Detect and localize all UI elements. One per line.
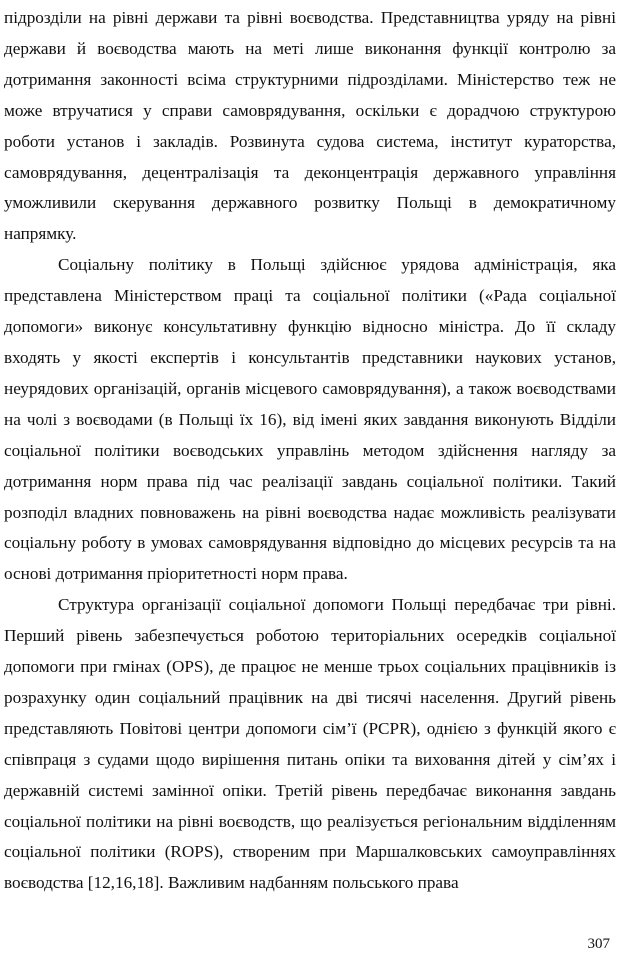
paragraph-assistance-structure: Структура організації соціальної допомоги Польщі передбачає три рівні. Перший рівень забезпечується роботою територіальних осередків соціальної допомоги при гмінах (OPS), де працює не менше трьох соціальних працівників із розрахунку один соціальний працівник на дві тисячі населення. Другий рівень представляють Повітові центри допомоги сім’ї (PCPR), однією з функцій якого є співпраця з судами щодо вирішення питань опіки та виховання дітей у сім’ях і державній системі замінної опіки. Третій рівень передбачає виконання завдань соціальної політики на рівні воєводств, що реалізується регіональним відділенням соціальної політики (ROPS), створеним при Маршалковських самоуправліннях воєводства [12,16,18]. Важливим надбанням польського права — [4, 595, 616, 893]
document-body — [4, 3, 616, 899]
paragraph-continuation: підрозділи на рівні держави та рівні воєводства. Представництва уряду на рівні держави й воєводства мають на меті лише виконання функції контролю за дотримання законності всіма структурними підрозділами. Міністерство теж не може втручатися у справи самоврядування, оскільки є дорадчою структурою роботи установ і закладів. Розвинута судова система, інститут кураторства, самоврядування, децентралізація та деконцентрація державного управління уможливили скерування державного розвитку Польщі в демократичному напрямку. — [4, 8, 616, 244]
page-number: 307 — [587, 936, 610, 952]
paragraph-social-policy: Соціальну політику в Польщі здійснює урядова адміністрація, яка представлена Міністерством праці та соціальної політики («Рада соціальної допомоги» виконує консультативну функцію відносно міністра. До її складу входять у якості експертів і консультантів представники наукових установ, неурядових організацій, органів місцевого самоврядування), а також воєводствами на чолі з воєводами (в Польщі їх 16), від імені яких завдання виконують Відділи соціальної політики воєводських управлінь методом здійснення нагляду за дотримання норм права під час реалізації завдань соціальної політики. Такий розподіл владних повноважень на рівні воєводства надає можливість реалізувати соціальну роботу в умовах самоврядування відповідно до місцевих ресурсів та на основі дотримання пріоритетності норм права. — [4, 255, 616, 584]
